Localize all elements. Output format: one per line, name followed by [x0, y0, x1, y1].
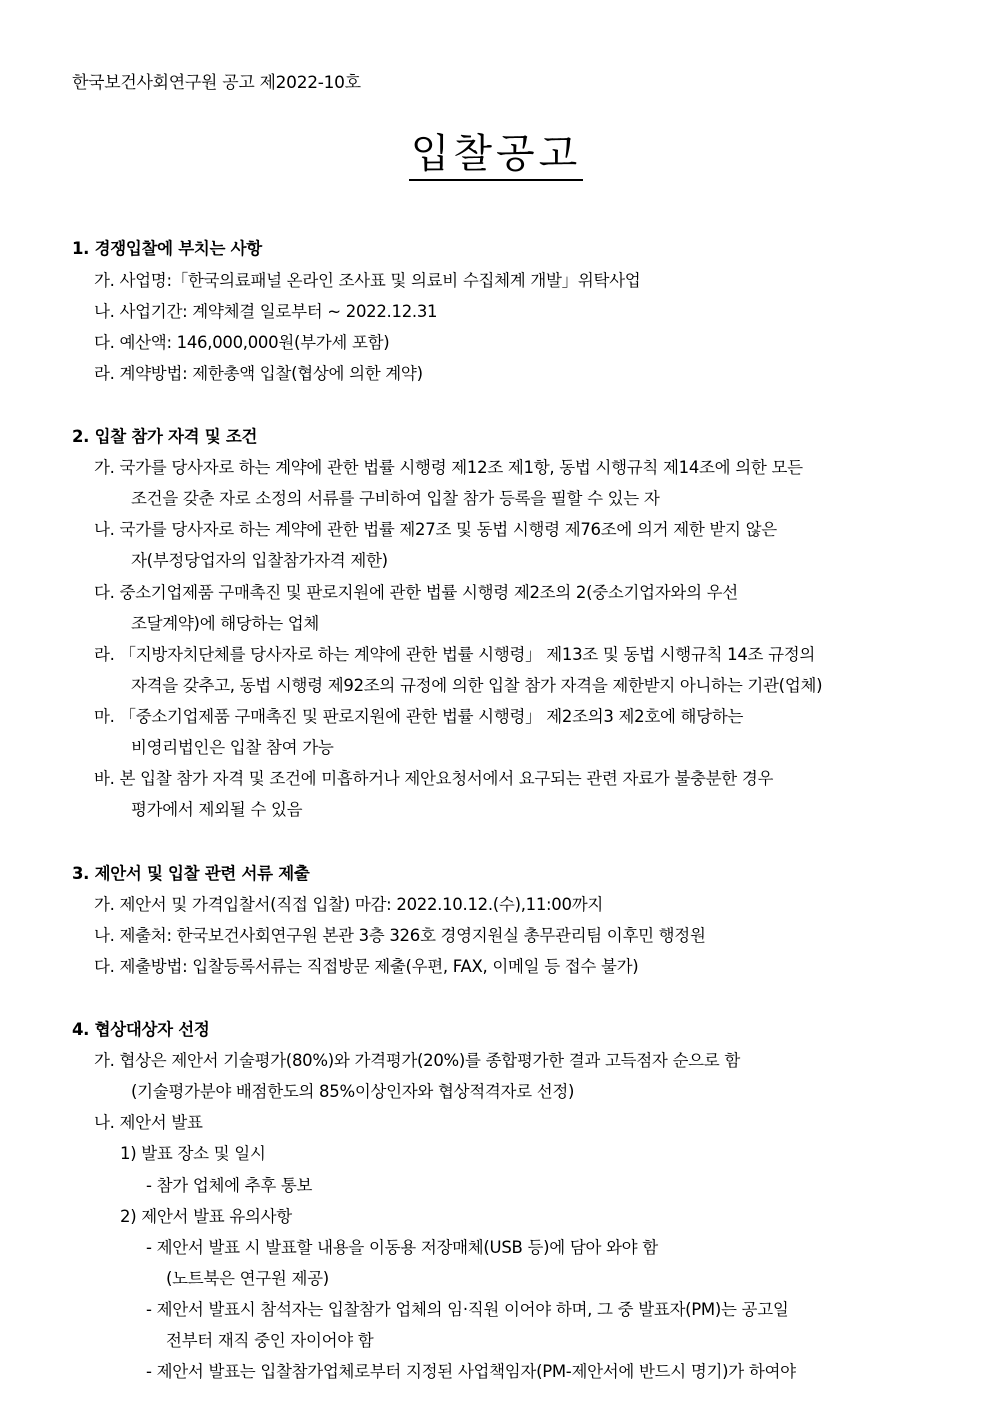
- section-2-heading: 2. 입찰 참가 자격 및 조건: [72, 427, 258, 446]
- section-4-sub-2-c: - 제안서 발표는 입찰참가업체로부터 지정된 사업책임자(PM-제안서에 반드시 명기)가 하여야: [146, 1362, 796, 1381]
- section-2-item-a: 가. 국가를 당사자로 하는 계약에 관한 법률 시행령 제12조 제1항, 동법 시행규칙 제14조에 의한 모든: [94, 458, 803, 477]
- section-2-item-f: 바. 본 입찰 참가 자격 및 조건에 미흡하거나 제안요청서에서 요구되는 관련 자료가 불충분한 경우: [94, 769, 774, 788]
- section-1-heading: 1. 경쟁입찰에 부치는 사항: [72, 239, 262, 258]
- section-4-sub-1-a: - 참가 업체에 추후 통보: [146, 1176, 313, 1195]
- section-2-item-c: 다. 중소기업제품 구매촉진 및 판로지원에 관한 법률 시행령 제2조의 2(중소기업자와의 우선: [94, 583, 738, 602]
- section-4-sub-1: 1) 발표 장소 및 일시: [120, 1144, 266, 1163]
- section-2-item-b-cont: 자(부정당업자의 입찰참가자격 제한): [131, 551, 388, 570]
- section-1-item-b: 나. 사업기간: 계약체결 일로부터 ~ 2022.12.31: [94, 302, 438, 321]
- section-2-item-a-cont: 조건을 갖춘 자로 소정의 서류를 구비하여 입찰 참가 등록을 필할 수 있는 자: [131, 489, 660, 508]
- section-2-item-d: 라. 「지방자치단체를 당사자로 하는 계약에 관한 법률 시행령」 제13조 및 동법 시행규칙 14조 규정의: [94, 645, 816, 664]
- section-4-sub-2-b-cont: 전부터 재직 중인 자이어야 함: [166, 1331, 374, 1350]
- section-2-item-e-cont: 비영리법인은 입찰 참여 가능: [131, 738, 334, 757]
- page-title-text: 입찰공고: [409, 131, 584, 181]
- section-4-item-b: 나. 제안서 발표: [94, 1113, 203, 1132]
- section-2-item-b: 나. 국가를 당사자로 하는 계약에 관한 법률 제27조 및 동법 시행령 제76조에 의거 제한 받지 않은: [94, 520, 777, 539]
- section-1-item-c: 다. 예산액: 146,000,000원(부가세 포함): [94, 333, 390, 352]
- section-3-item-b: 나. 제출처: 한국보건사회연구원 본관 3층 326호 경영지원실 총무관리팀 이후민 행정원: [94, 926, 706, 945]
- section-2-item-f-cont: 평가에서 제외될 수 있음: [131, 800, 303, 819]
- section-4-sub-2-b: - 제안서 발표시 참석자는 입찰참가 업체의 임·직원 이어야 하며, 그 중 발표자(PM)는 공고일: [146, 1300, 789, 1319]
- section-3-item-a: 가. 제안서 및 가격입찰서(직접 입찰) 마감: 2022.10.12.(수),11:00까지: [94, 895, 603, 914]
- section-4-item-a-cont: (기술평가분야 배점한도의 85%이상인자와 협상적격자로 선정): [131, 1082, 575, 1101]
- notice-number: 한국보건사회연구원 공고 제2022-10호: [72, 73, 361, 93]
- section-3-heading: 3. 제안서 및 입찰 관련 서류 제출: [72, 864, 310, 883]
- section-1-item-d: 라. 계약방법: 제한총액 입찰(협상에 의한 계약): [94, 364, 423, 383]
- section-4-sub-2-a: - 제안서 발표 시 발표할 내용을 이동용 저장매체(USB 등)에 담아 와야 함: [146, 1238, 658, 1257]
- section-4-sub-2-a-cont: (노트북은 연구원 제공): [166, 1269, 329, 1288]
- section-4-sub-2: 2) 제안서 발표 유의사항: [120, 1207, 292, 1226]
- section-1-item-a: 가. 사업명:「한국의료패널 온라인 조사표 및 의료비 수집체계 개발」위탁사업: [94, 271, 641, 290]
- section-2-item-c-cont: 조달계약)에 해당하는 업체: [131, 614, 320, 633]
- section-4-item-a: 가. 협상은 제안서 기술평가(80%)와 가격평가(20%)를 종합평가한 결과 고득점자 순으로 함: [94, 1051, 740, 1070]
- section-4-heading: 4. 협상대상자 선정: [72, 1020, 210, 1039]
- section-2-item-e: 마. 「중소기업제품 구매촉진 및 판로지원에 관한 법률 시행령」 제2조의3 제2호에 해당하는: [94, 707, 744, 726]
- section-2-item-d-cont: 자격을 갖추고, 동법 시행령 제92조의 규정에 의한 입찰 참가 자격을 제한받지 아니하는 기관(업체): [131, 676, 823, 695]
- page-title: [0, 122, 992, 179]
- section-3-item-c: 다. 제출방법: 입찰등록서류는 직접방문 제출(우편, FAX, 이메일 등 접수 불가): [94, 957, 639, 976]
